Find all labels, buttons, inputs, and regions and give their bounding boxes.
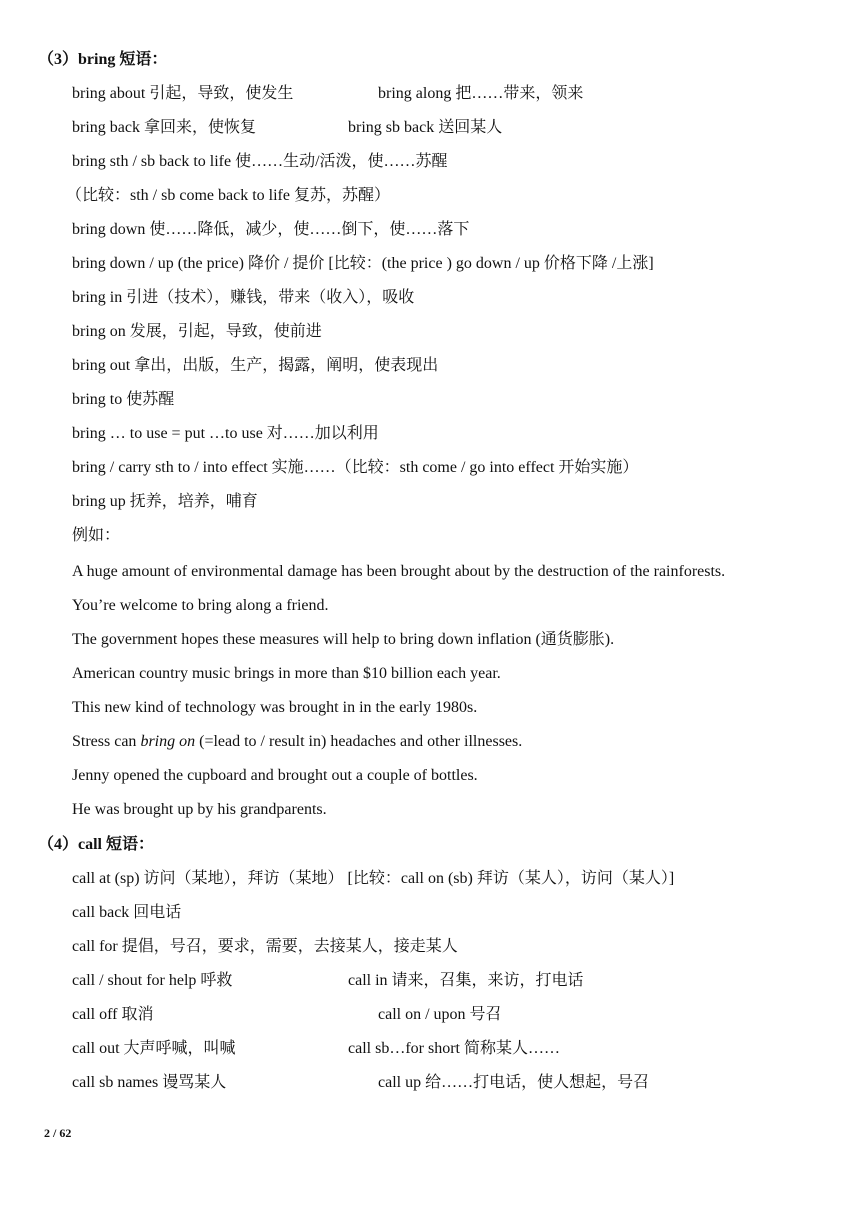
- example-sentence: This new kind of technology was brought in in the early 1980s.: [72, 699, 478, 716]
- phrase-entry: bring down / up (the price) 降价 / 提价 [比较：(the price ) go down / up 价格下降 /上涨]: [72, 255, 654, 272]
- phrase-entry: call out 大声呼喊，叫喊: [72, 1040, 236, 1057]
- example-label: 例如：: [72, 527, 121, 544]
- example-text: (=lead to / result in) headaches and other illnesses.: [195, 733, 523, 750]
- phrase-row: [72, 118, 256, 138]
- example-emphasis: bring on: [140, 733, 196, 750]
- phrase-entry: bring about 引起，导致，使发生: [72, 85, 294, 102]
- phrase-entry-right: bring along 把……带来，领来: [378, 85, 584, 102]
- example-sentence: The government hopes these measures will help to bring down inflation (通货膨胀).: [72, 631, 615, 648]
- phrase-entry: bring … to use = put …to use 对……加以利用: [72, 425, 379, 442]
- phrase-entry-right: call up 给……打电话，使人想起，号召: [378, 1074, 650, 1091]
- phrase-entry: call back 回电话: [72, 904, 182, 921]
- phrase-entry: call sb names 谩骂某人: [72, 1074, 227, 1091]
- example-sentence: [72, 732, 522, 752]
- phrase-entry: call / shout for help 呼救: [72, 972, 233, 989]
- example-sentence: You’re welcome to bring along a friend.: [72, 597, 329, 614]
- phrase-row: [72, 84, 293, 104]
- section-heading-call: （4）call 短语：: [38, 836, 154, 853]
- section-heading-bring: （3）bring 短语：: [38, 51, 168, 68]
- example-sentence: American country music brings in more than $10 billion each year.: [72, 665, 501, 682]
- phrase-entry-right: call in 请来，召集，来访，打电话: [348, 972, 584, 989]
- page-number: 2 / 62: [44, 1126, 72, 1140]
- example-text: Stress can: [72, 733, 141, 750]
- phrase-entry: bring up 抚养，培养，哺育: [72, 493, 258, 510]
- phrase-entry: bring out 拿出，出版，生产，揭露，阐明，使表现出: [72, 357, 439, 374]
- phrase-entry: call at (sp) 访问（某地），拜访（某地） [比较：call on (sb) 拜访（某人），访问（某人）]: [72, 870, 675, 887]
- phrase-entry-right: call on / upon 号召: [378, 1006, 502, 1023]
- example-sentence: A huge amount of environmental damage has been brought about by the destruction of the rainforests.: [72, 563, 726, 580]
- phrase-entry: bring in 引进（技术），赚钱，带来（收入），吸收: [72, 289, 415, 306]
- phrase-entry: bring down 使……降低，减少，使……倒下，使……落下: [72, 221, 470, 238]
- phrase-entry-right: bring sb back 送回某人: [348, 119, 503, 136]
- example-sentence: Jenny opened the cupboard and brought out a couple of bottles.: [72, 767, 478, 784]
- phrase-entry: bring sth / sb back to life 使……生动/活泼，使……苏醒: [72, 153, 448, 170]
- phrase-entry: bring on 发展，引起，导致，使前进: [72, 323, 322, 340]
- phrase-entry: call off 取消: [72, 1006, 154, 1023]
- phrase-entry: bring / carry sth to / into effect 实施……（比较：sth come / go into effect 开始实施）: [72, 459, 639, 476]
- comparison-note: （比较：sth / sb come back to life 复苏，苏醒）: [66, 187, 390, 204]
- phrase-entry-right: call sb…for short 简称某人……: [348, 1040, 560, 1057]
- phrase-entry: bring to 使苏醒: [72, 391, 175, 408]
- phrase-entry: bring back 拿回来，使恢复: [72, 119, 256, 136]
- example-sentence: He was brought up by his grandparents.: [72, 801, 327, 818]
- phrase-entry: call for 提倡，号召，要求，需要，去接某人，接走某人: [72, 938, 458, 955]
